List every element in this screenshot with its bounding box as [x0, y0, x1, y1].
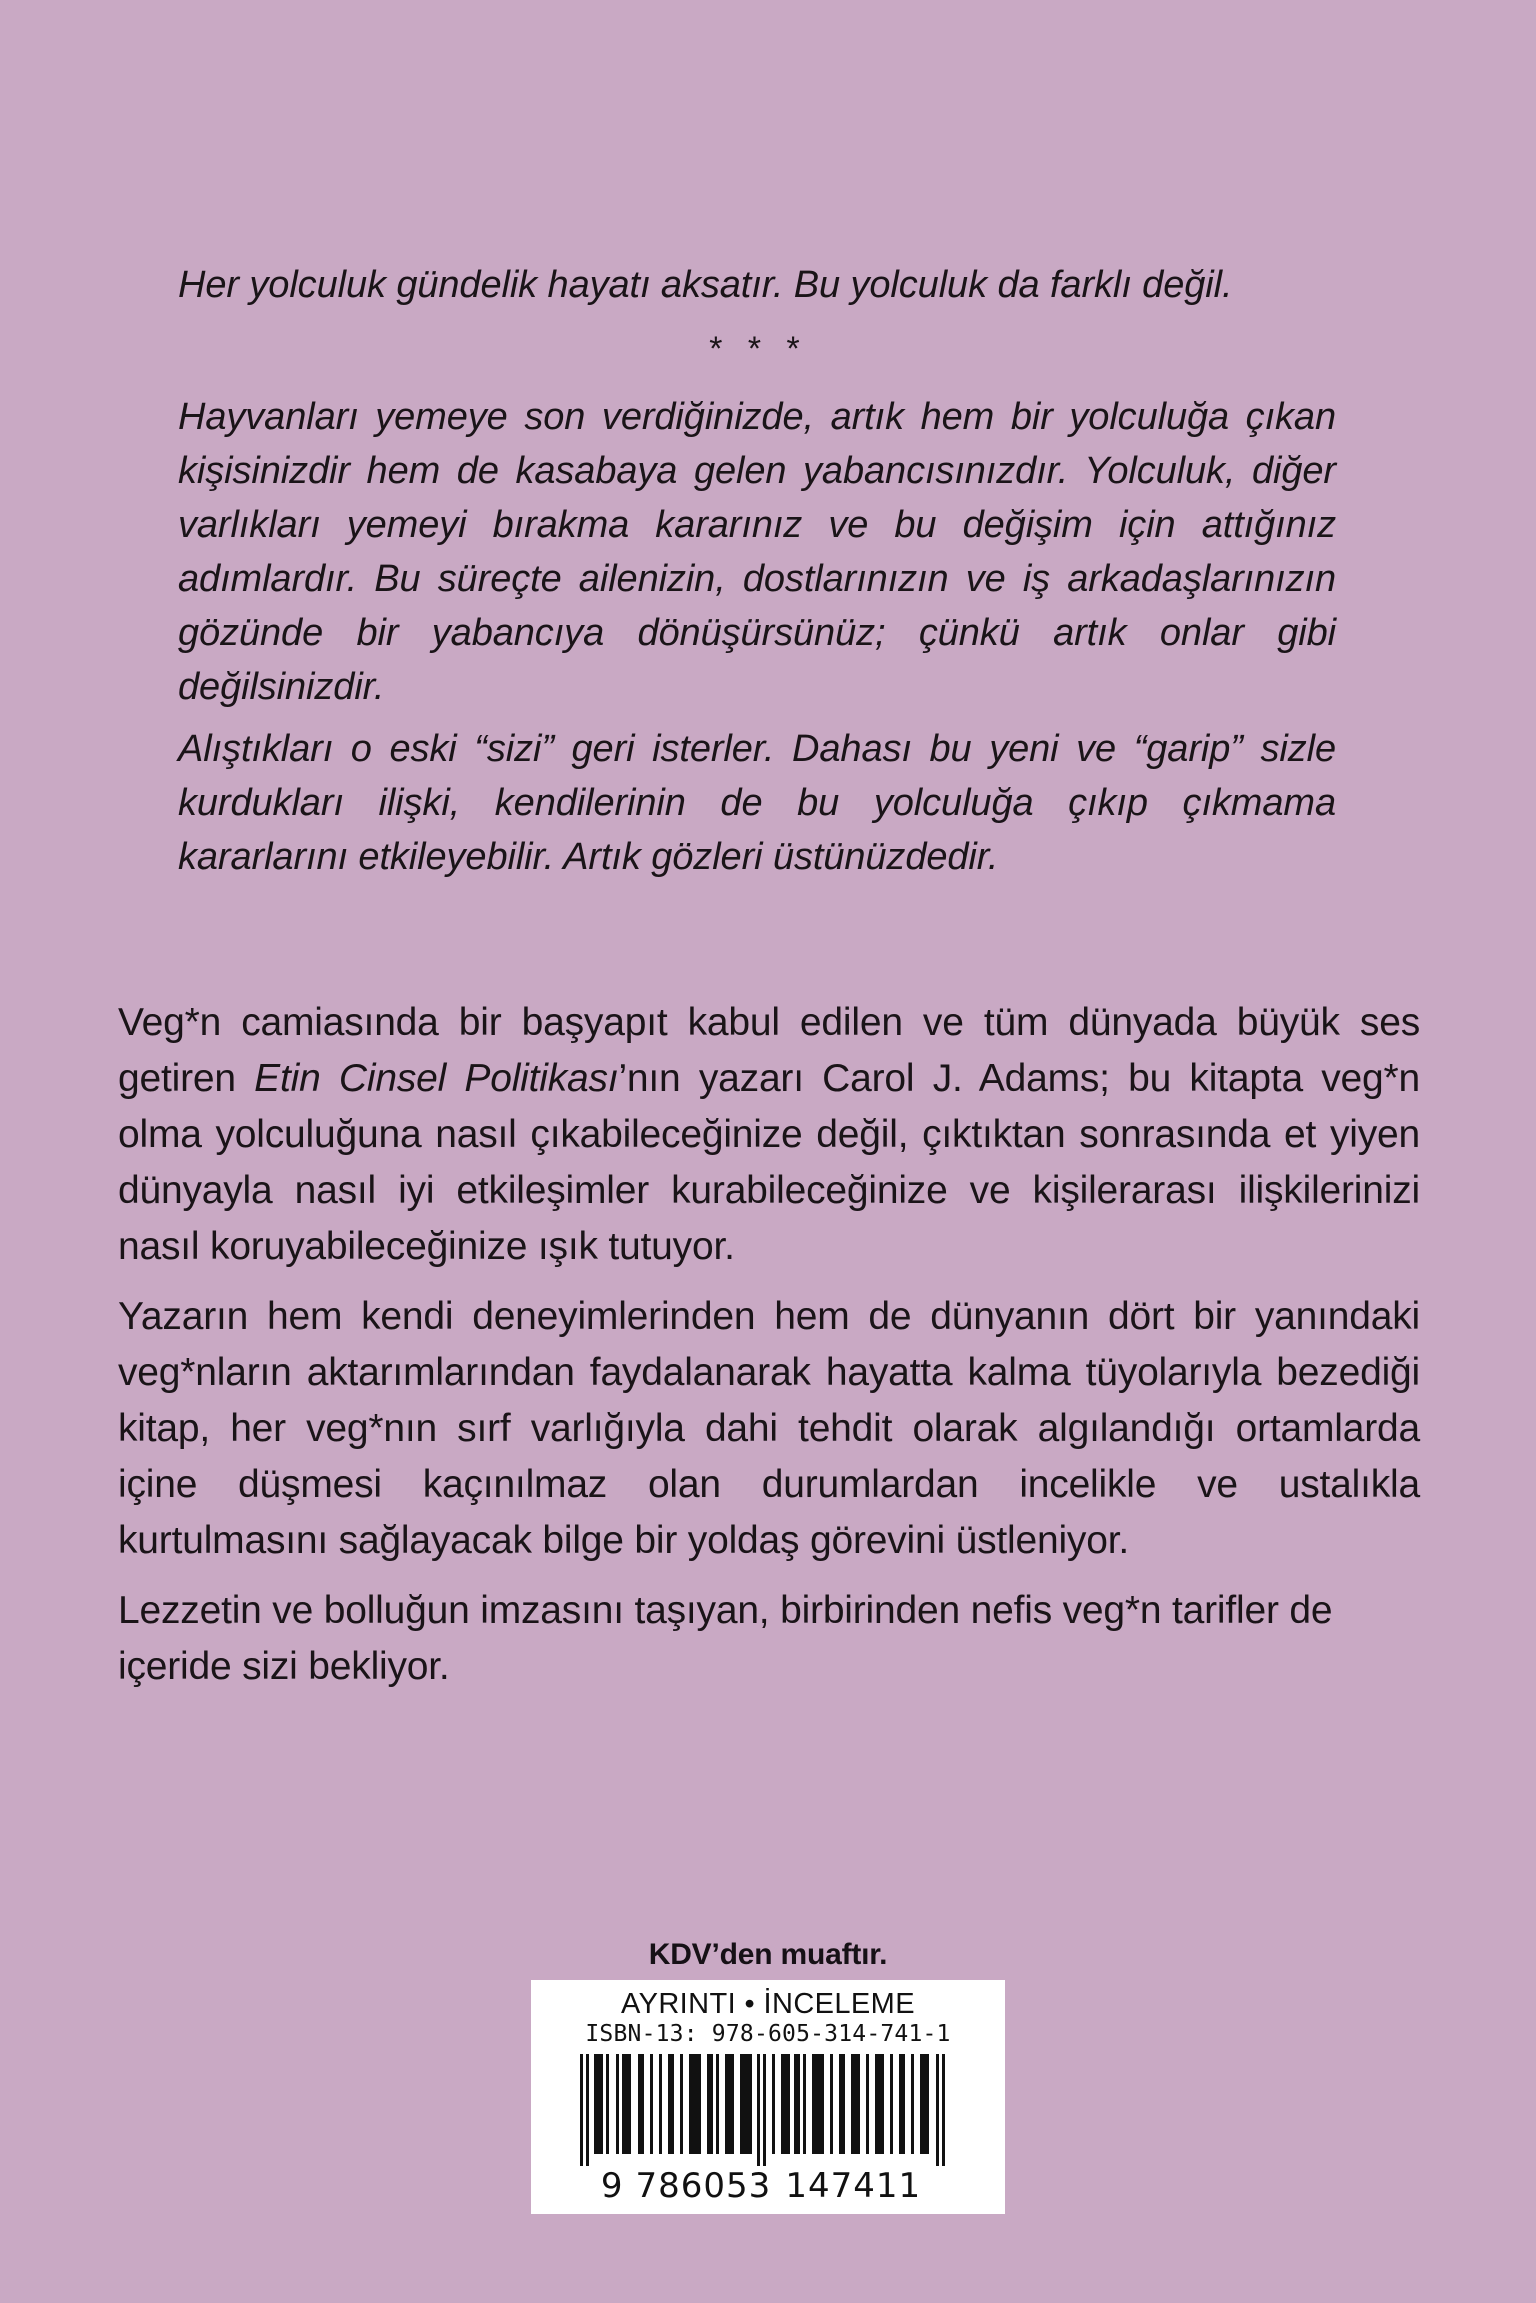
blurb-paragraph-3: Lezzetin ve bolluğun imzasını taşıyan, birbirinden nefis veg*n tarifler de içeride sizi bekliyor.: [118, 1589, 1333, 1688]
section-separator: * * *: [707, 330, 807, 368]
referenced-book-title: Etin Cinsel Politikası: [254, 1057, 619, 1100]
barcode-human-readable: [531, 2168, 1005, 2204]
isbn-label: ISBN-13: 978-605-314-741-1: [585, 2021, 951, 2047]
blurb-paragraph-1: [118, 995, 1420, 1275]
quote-paragraph-1: Hayvanları yemeye son verdiğinizde, artık hem bir yolculuğa çıkan kişisinizdir hem de kasabaya gelen yabancısınızdır. Yolculuk, diğer varlıkları yemeyi bırakma kararınız ve bu değişim için attığınız adımlardır. Bu süreçte ailenizin, dostlarınızın ve iş arkadaşlarınızın gözünde bir yabancıya dönüşürsünüz; çünkü artık onlar gibi değilsinizdir.: [178, 396, 1336, 708]
quote-opening-line: Her yolculuk gündelik hayatı aksatır. Bu yolculuk da farklı değil.: [178, 264, 1233, 306]
quote-block: [178, 258, 1336, 884]
blurb-p1-lead-text: Veg*n camiasında bir başyapıt kabul edilen ve tüm dünyada büyük ses getiren: [118, 1001, 1420, 1100]
tax-exempt-note: KDV’den muaftır.: [648, 1938, 888, 1971]
quote-spacer: [178, 714, 1336, 722]
ean13-barcode-graphic: [558, 2052, 978, 2170]
blurb-paragraph-2: Yazarın hem kendi deneyimlerinden hem de dünyanın dört bir yanındaki veg*nların aktarımlarından faydalanarak hayatta kalma tüyolarıyla bezediği kitap, her veg*nın sırf varlığıyla dahi tehdit olarak algılandığı ortamlarda içine düşmesi kaçınılmaz olan durumlardan incelikle ve ustalıkla kurtulmasını sağlayacak bilge bir yoldaş görevini üstleniyor.: [118, 1295, 1420, 1562]
quote-paragraph-2: Alıştıkları o eski “sizi” geri isterler. Dahası bu yeni ve “garip” sizle kurdukları ilişki, kendilerinin de bu yolculuğa çıkıp çıkmama kararlarını etkileyebilir. Artık gözleri üstünüzdedir.: [178, 728, 1336, 878]
blurb-block: [118, 995, 1420, 1709]
barcode-lead-digit: 9: [600, 2166, 624, 2206]
blurb-p1-trailing-text: ’nın yazarı Carol J. Adams; bu kitapta veg*n olma yolculuğuna nasıl çıkabileceğinize değil, çıktıktan sonrasında et yiyen dünyayla nasıl iyi etkileşimler kurabileceğinize ve kişilerarası ilişkilerinizi nasıl koruyabileceğinize ışık tutuyor.: [118, 1057, 1421, 1268]
footer: [0, 1938, 1536, 2214]
barcode-panel: [531, 1980, 1005, 2214]
barcode-left-group: 786053: [635, 2166, 772, 2206]
barcode-right-group: 147411: [785, 2166, 922, 2206]
imprint-line: AYRINTI • İNCELEME: [621, 1988, 915, 2020]
